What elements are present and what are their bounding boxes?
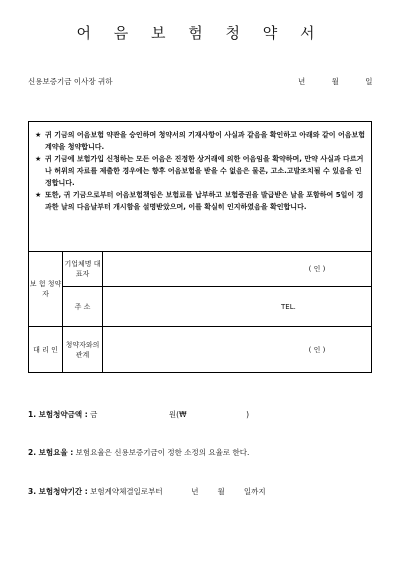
company-field[interactable] xyxy=(103,252,372,287)
item-text: 보험요율은 신용보증기금이 정한 소정의 요율로 한다. xyxy=(75,448,250,457)
date-line: 년 월 일 xyxy=(298,77,373,86)
item-amount xyxy=(28,409,249,420)
address-label: 주 소 xyxy=(63,287,103,327)
item-label: 1. 보험청약금액 : xyxy=(28,410,88,419)
seal-mark: ( 인 ) xyxy=(308,265,326,273)
star-icon: ★ xyxy=(35,131,42,139)
notice-item xyxy=(35,129,365,153)
applicant-table xyxy=(28,251,372,373)
notice-box xyxy=(28,121,372,251)
notice-text: 또한, 귀 기금으로부터 어음보험책임은 보험료를 납부하고 보험증권을 발급받은 날을 포함하여 5일이 경과한 날의 다음날부터 개시함을 설명받았으며, 이를 확실히 인지하였음을 확인합니다. xyxy=(45,191,364,211)
notice-item xyxy=(35,189,365,213)
company-label: 기업체명 대표자 xyxy=(63,252,103,287)
item-label: 2. 보험요율 : xyxy=(28,448,74,457)
item-period xyxy=(28,486,266,497)
star-icon: ★ xyxy=(35,191,42,199)
item-text: 금 원(₩ ) xyxy=(90,410,250,419)
star-icon: ★ xyxy=(35,155,42,163)
item-text: 보험계약체결일로부터 년 월 일까지 xyxy=(90,487,266,496)
notice-item xyxy=(35,153,365,189)
seal-mark: ( 인 ) xyxy=(308,345,326,354)
agent-label: 대 리 인 xyxy=(29,327,63,373)
addressee: 신용보증기금 이사장 귀하 xyxy=(28,77,113,86)
item-rate xyxy=(28,447,249,458)
page-title: 어 음 보 험 청 약 서 xyxy=(76,24,324,42)
agent-field[interactable] xyxy=(103,327,372,373)
notice-text: 귀 기금에 보험가입 신청하는 모든 어음은 진정한 상거래에 의한 어음임을 확약하며, 만약 사실과 다르거나 허위의 자료를 제출한 경우에는 향후 어음보험을 받을 수 없음은 물론, 고소.고발조치될 수 있음을 인정합니다. xyxy=(45,155,364,187)
insured-label: 보 험 청약자 xyxy=(29,252,63,327)
relation-label: 청약자와의 관계 xyxy=(63,327,103,373)
address-field[interactable] xyxy=(103,287,372,327)
tel-label: TEL. xyxy=(281,302,296,311)
notice-text: 귀 기금의 어음보험 약관을 승인하며 청약서의 기재사항이 사실과 같음을 확인하고 아래와 같이 어음보험계약을 청약합니다. xyxy=(45,131,366,151)
item-label: 3. 보험청약기간 : xyxy=(28,487,88,496)
